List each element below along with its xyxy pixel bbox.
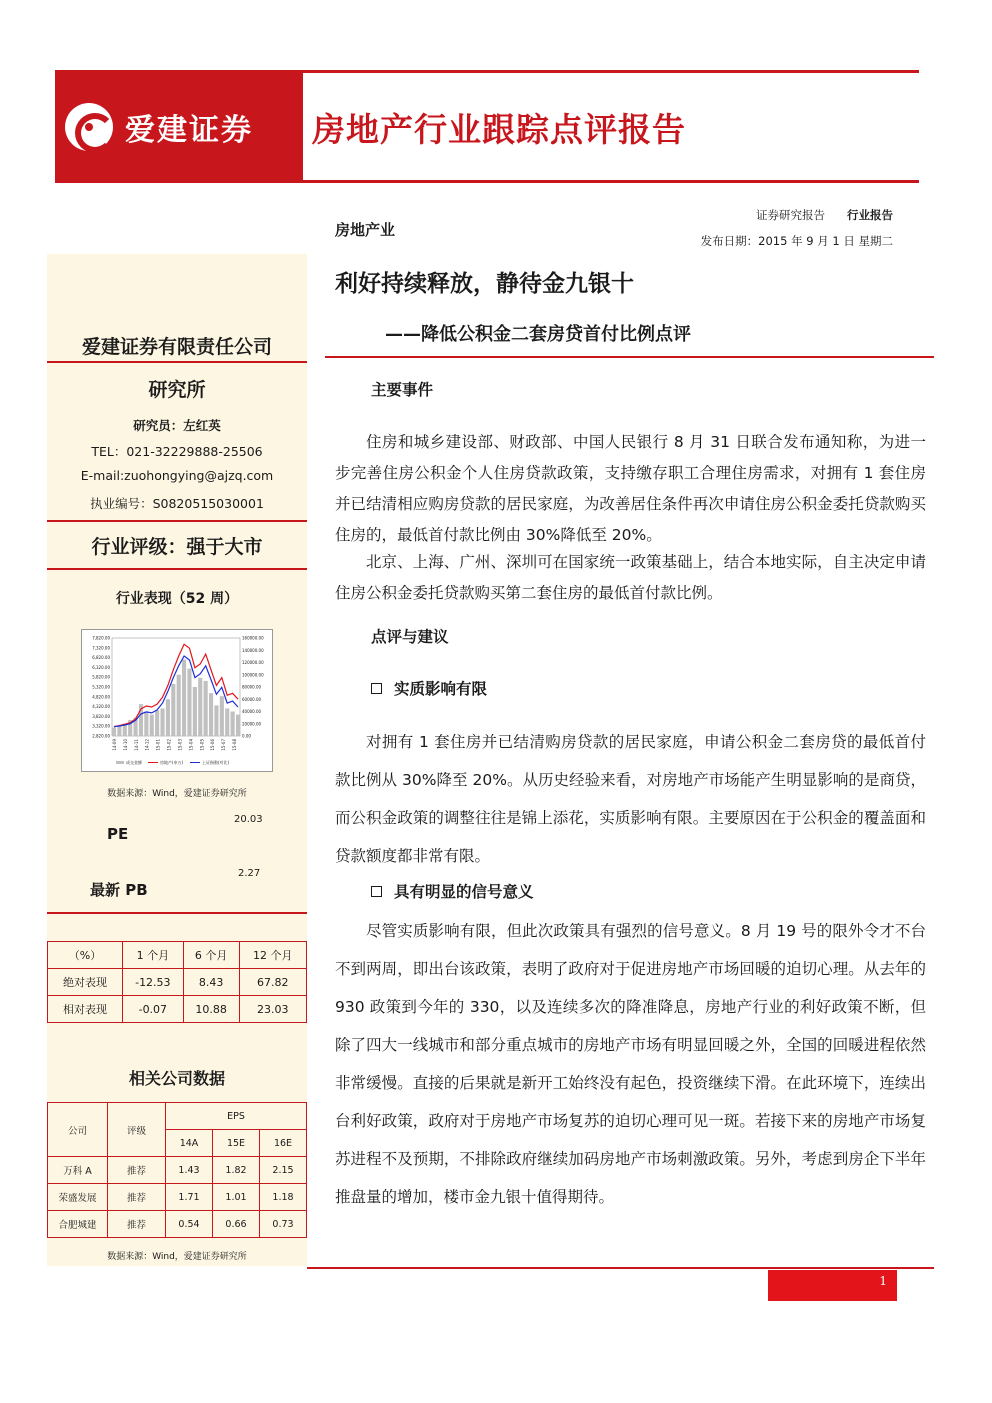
related-source: 数据来源：Wind，爱建证券研究所 — [107, 1252, 247, 1262]
analyst-email: E-mail:zuohongying@ajzq.com — [80, 468, 274, 483]
industry-rating: 行业评级：强于大市 — [91, 536, 263, 558]
table-cell: -0.07 — [122, 996, 183, 1023]
y-left-tick-label: 7,820.00 — [92, 635, 110, 641]
pe-label: PE — [107, 825, 129, 843]
logo-emblem-icon — [65, 103, 113, 151]
table-cell: -12.53 — [122, 969, 183, 996]
x-tick-label: 15-06 — [210, 739, 216, 751]
table-cell: 相对表现 — [48, 996, 123, 1023]
y-left-tick-label: 5,320.00 — [92, 684, 110, 690]
paragraph: 对拥有 1 套住房并已结清购房贷款的居民家庭，申请公积金二套房贷的最低首付款比例从 30%降至 20%。从历史经验来看，对房地产市场能产生明显影响的是商贷，而公积金政策的调整往往是锦上添花，实质影响有限。主要原因在于公积金的覆盖面和贷款额度都非常有限。 — [335, 733, 926, 865]
table-header-cell: EPS — [166, 1103, 307, 1130]
table-cell: 0.66 — [213, 1211, 260, 1238]
x-tick-label: 15-04 — [188, 739, 194, 751]
chart-source: 数据来源：Wind，爱建证券研究所 — [107, 789, 247, 799]
brand-logo — [55, 73, 303, 181]
related-companies-title: 相关公司数据 — [128, 1069, 225, 1088]
table-header-cell: 1 个月 — [122, 942, 183, 969]
section-heading: 点评与建议 — [371, 628, 449, 646]
volume-bar — [171, 684, 175, 736]
sub-title: ——降低公积金二套房贷首付比例点评 — [385, 324, 691, 345]
analyst-license — [47, 494, 307, 512]
pe-value: 20.03 — [234, 814, 263, 825]
volume-bar — [193, 687, 197, 736]
footer-rule — [307, 1267, 934, 1269]
x-tick-label: 15-05 — [199, 739, 205, 751]
performance-chart-title: 行业表现（52 周） — [115, 591, 239, 607]
x-tick-label: 15-01 — [155, 739, 161, 751]
volume-bar — [198, 678, 202, 736]
y-right-tick-label: 0.00 — [242, 733, 251, 739]
y-right-tick-label: 40000.00 — [242, 709, 262, 714]
table-cell: 1.18 — [260, 1184, 307, 1211]
bullet-heading-text: 具有明显的信号意义 — [394, 883, 534, 901]
volume-bar — [214, 705, 218, 736]
company-name: 爱建证券有限责任公司 — [81, 336, 272, 358]
volume-bar — [187, 669, 191, 736]
sidebar-divider — [47, 520, 307, 522]
volume-bar — [209, 693, 213, 736]
table-cell: 8.43 — [183, 969, 239, 996]
volume-bar — [112, 727, 116, 736]
table-cell: 2.15 — [260, 1157, 307, 1184]
checkbox-bullet-icon — [371, 683, 382, 694]
logo-text: 爱建证券 — [125, 113, 253, 148]
volume-bar — [144, 712, 148, 737]
volume-bar — [236, 715, 240, 736]
paragraph: 北京、上海、广州、深圳可在国家统一政策基础上，结合本地实际，自主决定申请住房公积金委托贷款购买第二套住房的最低首付款比例。 — [335, 553, 926, 602]
table-row — [48, 996, 307, 1023]
y-left-tick-label: 4,820.00 — [92, 694, 110, 700]
table-cell: 67.82 — [239, 969, 307, 996]
volume-bar — [204, 681, 208, 736]
volume-bar — [117, 726, 121, 736]
y-left-tick-label: 4,320.00 — [92, 704, 110, 710]
title-rule — [325, 356, 934, 358]
x-tick-label: 14-11 — [133, 739, 139, 751]
sidebar-divider — [47, 361, 307, 363]
analyst-tel: TEL：021-32229888-25506 — [91, 444, 263, 459]
table-cell: 1.01 — [213, 1184, 260, 1211]
y-right-tick-label: 160000.00 — [242, 635, 264, 641]
table-cell: 推荐 — [108, 1211, 166, 1238]
x-tick-label: 14-10 — [122, 739, 128, 751]
table-cell: 0.54 — [166, 1211, 213, 1238]
volume-bar — [231, 712, 235, 737]
table-cell: 万科 A — [48, 1157, 108, 1184]
y-right-tick-label: 140000.00 — [242, 647, 264, 653]
performance-chart-svg — [82, 630, 272, 771]
institute-name: 研究所 — [148, 379, 206, 401]
table-cell: 推荐 — [108, 1184, 166, 1211]
volume-bar — [155, 710, 159, 736]
volume-bar — [177, 675, 181, 736]
legend-label: 上证指数(对比) — [202, 760, 230, 765]
performance-chart — [81, 629, 273, 772]
sector-label: 房地产业 — [335, 221, 396, 239]
publish-date: 发布日期：2015 年 9 月 1 日 星期二 — [700, 234, 893, 248]
y-right-tick-label: 80000.00 — [242, 684, 262, 690]
report-type-b: 行业报告 — [847, 208, 893, 222]
x-tick-label: 15-03 — [177, 739, 183, 751]
table-header-cell: 12 个月 — [239, 942, 307, 969]
bullet-heading — [371, 677, 487, 699]
volume-bar — [150, 715, 154, 736]
y-right-tick-label: 60000.00 — [242, 696, 262, 702]
y-right-tick-label: 100000.00 — [242, 672, 264, 678]
table-cell: 23.03 — [239, 996, 307, 1023]
table-cell: 1.71 — [166, 1184, 213, 1211]
report-title: 房地产行业跟踪点评报告 — [312, 110, 686, 149]
x-tick-label: 15-07 — [221, 739, 227, 751]
bullet-heading-text: 实质影响有限 — [394, 680, 488, 698]
sidebar-divider — [47, 912, 307, 914]
table-row — [48, 969, 307, 996]
legend-label: 房地产(申万) — [160, 760, 184, 765]
x-tick-label: 14-09 — [112, 739, 117, 751]
table-cell: 绝对表现 — [48, 969, 123, 996]
x-tick-label: 15-08 — [232, 739, 237, 751]
x-tick-label: 14-12 — [144, 739, 150, 751]
volume-bar — [220, 696, 224, 736]
index-line — [114, 656, 238, 727]
volume-bar — [160, 708, 164, 736]
report-type — [756, 207, 893, 223]
y-right-tick-label: 20000.00 — [242, 721, 262, 727]
y-left-tick-label: 6,820.00 — [92, 655, 110, 661]
section-heading: 主要事件 — [371, 381, 434, 399]
table-header-cell: 16E — [260, 1130, 307, 1157]
table-cell: 荣盛发展 — [48, 1184, 108, 1211]
related-companies-table — [47, 1102, 307, 1238]
table-header-cell: 公司 — [48, 1103, 108, 1157]
bullet-heading — [371, 880, 534, 902]
y-left-tick-label: 3,320.00 — [92, 723, 110, 729]
table-row — [48, 1157, 307, 1184]
sector-line — [114, 644, 238, 726]
volume-bar — [166, 699, 170, 736]
table-header-cell: 14A — [166, 1130, 213, 1157]
legend-label: 成交金额 — [126, 760, 142, 765]
pb-label: 最新 PB — [90, 881, 148, 899]
table-header-cell: 15E — [213, 1130, 260, 1157]
y-left-tick-label: 6,320.00 — [92, 664, 110, 670]
table-header-cell: （%） — [48, 942, 123, 969]
y-left-tick-label: 5,820.00 — [92, 674, 110, 680]
table-header-cell: 评级 — [108, 1103, 166, 1157]
checkbox-bullet-icon — [371, 886, 382, 897]
analyst-name: 研究员：左红英 — [133, 418, 221, 433]
performance-table — [47, 941, 307, 1023]
table-row — [48, 1184, 307, 1211]
table-header-row — [48, 1103, 307, 1130]
table-cell: 0.73 — [260, 1211, 307, 1238]
volume-bar — [182, 659, 186, 736]
pb-value: 2.27 — [238, 868, 261, 879]
y-left-tick-label: 3,820.00 — [92, 713, 110, 719]
table-cell: 合肥城建 — [48, 1211, 108, 1238]
table-cell: 推荐 — [108, 1157, 166, 1184]
table-cell: 10.88 — [183, 996, 239, 1023]
x-tick-label: 15-02 — [166, 739, 172, 751]
paragraph: 尽管实质影响有限，但此次政策具有强烈的信号意义。8 月 19 号的限外令才不台不到两周，即出台该政策，表明了政府对于促进房地产市场回暖的迫切心理。从去年的 930 政策到今年的 330，以及连续多次的降准降息，房地产行业的利好政策不断，但除了四大一线城市和部分重点城市的房地产市场有明显回暖之外，全国的回暖进程依然非常缓慢。直接的后果就是新开工始终没有起色，投资继续下滑。在此环境下，连续出台利好政策，政府对于房地产市场复苏的迫切心理可见一斑。若接下来的房地产市场复苏进程不及预期，不排除政府继续加码房地产市场刺激政策。另外，考虑到房企下半年推盘量的增加，楼市金九银十值得期待。 — [335, 922, 926, 1206]
paragraph: 住房和城乡建设部、财政部、中国人民银行 8 月 31 日联合发布通知称，为进一步完善住房公积金个人住房贷款政策，支持缴存职工合理住房需求，对拥有 1 套住房并已结清相应购房贷款的居民家庭，为改善居住条件再次申请住房公积金委托贷款购买住房的，最低首付款比例由 30%降低至 20%。 — [335, 433, 926, 544]
license-text: 执业编号：S0820515030001 — [90, 496, 264, 511]
legend-swatch-volume — [116, 761, 124, 764]
main-title: 利好持续释放，静待金九银十 — [335, 271, 634, 297]
y-right-tick-label: 120000.00 — [242, 660, 264, 665]
table-cell: 1.82 — [213, 1157, 260, 1184]
header-bottom-rule — [55, 180, 919, 183]
table-header-row — [48, 942, 307, 969]
page-number: 1 — [768, 1270, 897, 1301]
y-left-tick-label: 2,820.00 — [92, 733, 110, 739]
table-header-cell: 6 个月 — [183, 942, 239, 969]
table-row — [48, 1211, 307, 1238]
report-type-a: 证券研究报告 — [756, 208, 825, 222]
table-cell: 1.43 — [166, 1157, 213, 1184]
y-left-tick-label: 7,320.00 — [92, 645, 110, 651]
sidebar-divider — [47, 568, 307, 570]
volume-bar — [225, 708, 229, 736]
